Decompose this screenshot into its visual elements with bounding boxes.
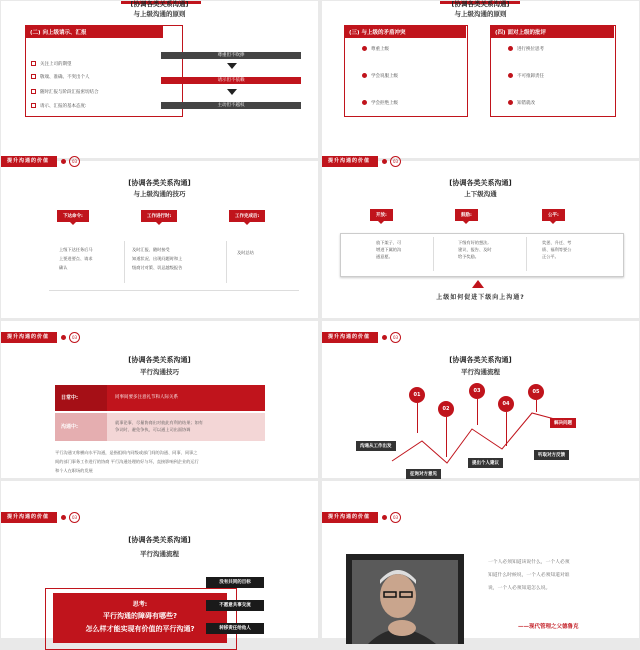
slide-7[interactable] [1, 481, 318, 638]
section-header-label: 提升沟通的价值 [322, 332, 378, 343]
column-3: 奖惩、升迁、考 绩、福利等要公 正公平。 [542, 240, 572, 259]
list-item: 关注上司的期望 [31, 61, 72, 67]
slide-5[interactable] [1, 321, 318, 478]
list-item: 学会拒绝上级 [362, 100, 398, 106]
list-item: 尊重上级 [362, 46, 389, 52]
row-daily [55, 385, 265, 411]
right-box-title: (四) 面对上级的批评 [490, 26, 614, 38]
quote-text: 一个人必须知道该说什么，一个人必须 知道什么时候说，一个人必须知道对谁 说，一个人必须知道怎么说。 [488, 560, 570, 591]
pin-stem [477, 399, 478, 425]
arrow-down-icon [227, 89, 237, 95]
step-label-3: 提出个人建议 [468, 458, 503, 468]
tab-command: 下达命令: [57, 210, 89, 222]
slide-title: [协调各类关系沟通] [451, 0, 510, 8]
think-box [53, 593, 227, 643]
think-label: 思考: [132, 601, 148, 608]
list-item: 学会说服上级 [362, 73, 398, 79]
section-header [1, 331, 80, 343]
tab-in-progress: 工作进行时: [141, 210, 177, 222]
portrait-photo [346, 554, 464, 644]
attitude-bar-2: 请示但不依赖 [161, 77, 301, 84]
section-header [322, 511, 401, 523]
slide-subtitle: 平行沟通流程 [461, 368, 500, 376]
section-header-label: 提升沟通的价值 [322, 156, 378, 167]
arrow-down-icon [227, 63, 237, 69]
section-number: 03 [390, 332, 401, 343]
flow-line [322, 321, 639, 478]
pin-05: 05 [528, 384, 544, 400]
pin-02: 02 [438, 401, 454, 417]
slide-6[interactable] [322, 321, 639, 478]
pin-03: 03 [469, 383, 485, 399]
pin-04: 04 [498, 396, 514, 412]
divider [124, 241, 125, 283]
divider [226, 241, 227, 283]
section-number: 03 [69, 156, 80, 167]
list-item: 知错就改 [508, 100, 535, 106]
step-label-2: 征询对方意见 [406, 469, 441, 479]
header-dot [61, 335, 66, 340]
slide-4[interactable] [322, 157, 639, 318]
slide-1[interactable] [1, 1, 318, 158]
list-item: 随时汇报与阶段汇报密切结合 [31, 89, 99, 95]
section-number: 03 [69, 332, 80, 343]
slide-subtitle: 平行沟通流程 [140, 550, 179, 558]
pin-stem [506, 412, 507, 446]
column-2: 及时汇报、随时接受 知道状况、出现问题时和上 级商讨对策、切忌越级报告 [132, 247, 183, 270]
slide-3[interactable] [1, 157, 318, 318]
quote-author: ——现代管理之父德鲁克 [518, 624, 579, 630]
think-question-1: 平行沟通的障碍有哪些? [102, 612, 178, 620]
slide-subtitle: 与上级沟通的原则 [454, 10, 507, 18]
step-label-1: 沟通从工作出发 [356, 441, 396, 451]
header-dot [382, 159, 387, 164]
question-text: 上级如何促进下级向上沟通? [436, 294, 525, 301]
slide-subtitle: 与上级沟通的技巧 [133, 190, 186, 198]
slide-subtitle: 与上级沟通的原则 [133, 10, 186, 18]
attitude-bar-1: 尊重但不吹捧 [161, 52, 301, 59]
tab-open: 开放: [370, 209, 393, 221]
section-number: 03 [69, 512, 80, 523]
row-daily-text: 同事间要多注意礼节和人际关系 [115, 395, 178, 400]
slide-title: [协调各类关系沟通] [449, 179, 512, 187]
slide-2[interactable] [322, 1, 639, 158]
step-label-5: 解决问题 [550, 418, 576, 428]
section-number: 03 [390, 512, 401, 523]
section-header-label: 提升沟通的价值 [1, 156, 57, 167]
header-dot [61, 515, 66, 520]
column-2: 下级有好的想法, 建议、报告、及时 给予奖励。 [458, 240, 492, 259]
pin-stem [536, 400, 537, 412]
divider [526, 237, 527, 271]
tab-fair: 公平: [542, 209, 565, 221]
slide-title: [协调各类关系沟通] [130, 0, 189, 8]
section-header-label: 提升沟通的价值 [1, 512, 57, 523]
pin-stem [417, 403, 418, 433]
attitude-bar-3: 主动但不越权 [161, 102, 301, 109]
list-item: 不可推卸责任 [508, 73, 544, 79]
box-title: (二) 向上级请示、汇报 [25, 26, 163, 38]
section-header [1, 155, 80, 167]
slide-subtitle: 上下级沟通 [464, 190, 497, 198]
section-header [1, 511, 80, 523]
think-question-2: 怎么样才能实现有价值的平行沟通? [85, 625, 195, 633]
list-item: 敬端、准确、不突出个人 [31, 74, 90, 80]
slide-8[interactable] [322, 481, 639, 638]
pin-stem [446, 417, 447, 457]
row-comm-label: 沟通中: [55, 413, 107, 441]
answer-3: 转移责任给他人 [206, 623, 264, 634]
section-header [322, 155, 401, 167]
list-item: 请示、汇报的基本态度: [31, 103, 87, 109]
step-label-4: 听取对方反馈 [534, 450, 569, 460]
slide-title: [协调各类关系沟通] [128, 179, 191, 187]
row-comm [55, 413, 265, 441]
portrait-frame [346, 554, 464, 644]
triangle-icon [472, 280, 484, 288]
section-header-label: 提升沟通的价值 [322, 512, 378, 523]
answer-2: 不愿意共事交流 [206, 600, 264, 611]
tab-complete: 工作完成后: [229, 210, 265, 222]
slide-subtitle: 平行沟通技巧 [140, 368, 179, 376]
section-header-label: 提升沟通的价值 [1, 332, 57, 343]
slide-title: [协调各类关系沟通] [449, 356, 512, 364]
row-daily-label: 日常中: [55, 385, 107, 411]
section-number: 03 [390, 156, 401, 167]
pin-01: 01 [409, 387, 425, 403]
header-dot [61, 159, 66, 164]
row-comm-text: 就事论事、尽量协商出对彼此有利的结果；如有 争议时、避免争执，可以通上司出面协调 [115, 420, 203, 432]
column-3: 及时总结 [237, 250, 254, 255]
answer-1: 没有共同的目标 [206, 577, 264, 588]
list-item: 进行换位思考 [508, 46, 544, 52]
description-paragraph: 平行沟通又称横向水平沟通，是指组织内同级或部门间的沟通、同事、同事之 间的部门事务工作进行的协商 平行沟通处理的好与坏，直接影响到企业的运行 和个人在职场的发展 [55, 450, 199, 473]
tab-encourage: 鼓励: [455, 209, 478, 221]
header-dot [382, 515, 387, 520]
column-1: 放下架子、可 增进下属的沟 通意愿。 [376, 240, 402, 259]
slide-title: [协调各类关系沟通] [128, 536, 191, 544]
column-1: 上级下达任务后马 上要进要点、请求 确认 [59, 247, 93, 270]
left-box-title: (三) 与上级的矛盾冲突 [344, 26, 466, 38]
divider [433, 237, 434, 271]
slide-title: [协调各类关系沟通] [128, 356, 191, 364]
